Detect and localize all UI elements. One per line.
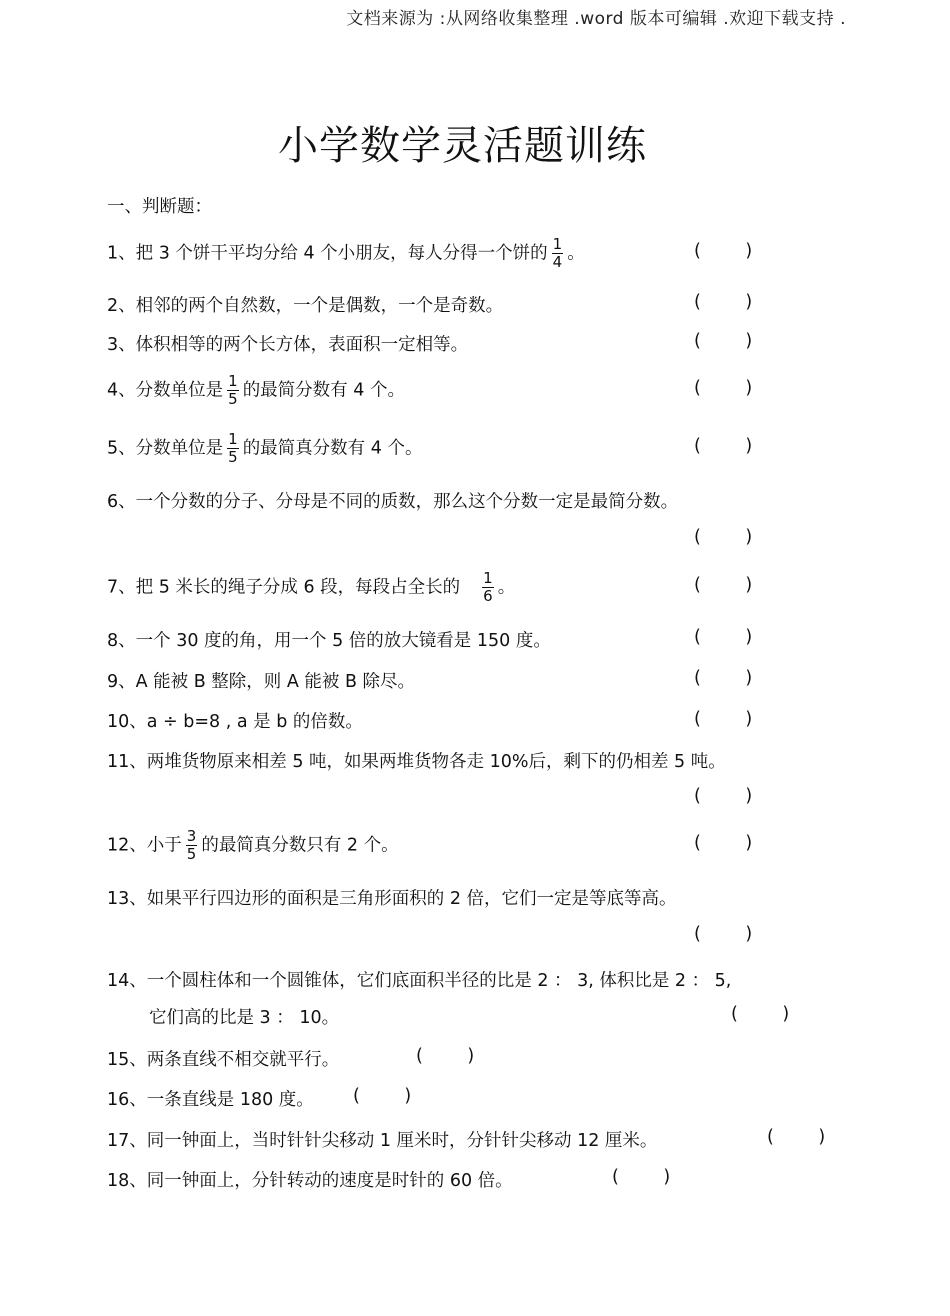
fraction — [482, 570, 494, 605]
fraction-denominator: 6 — [483, 587, 493, 605]
question-14-line-2: 它们高的比是 3 ： 10。 — [149, 1008, 340, 1028]
question-1 — [107, 236, 585, 271]
question-16: 16、一条直线是 180 度。 — [107, 1090, 314, 1110]
question-12 — [107, 828, 399, 863]
question-14: 14、一个圆柱体和一个圆锥体，它们底面积半径的比是 2 ： 3, 体积比是 2 ： 5, — [107, 971, 732, 991]
answer-blank-15[interactable]: ( ) — [416, 1046, 475, 1066]
fraction-denominator: 5 — [228, 448, 238, 466]
question-13: 13、如果平行四边形的面积是三角形面积的 2 倍，它们一定是等底等高。 — [107, 889, 677, 909]
question-4 — [107, 373, 405, 408]
answer-blank-12[interactable]: ( ) — [694, 833, 753, 853]
fraction-numerator: 1 — [483, 569, 493, 587]
page-header: 文档来源为 :从网络收集整理 .word 版本可编辑 .欢迎下载支持 . — [346, 9, 846, 29]
question-11: 11、两堆货物原来相差 5 吨，如果两堆货物各走 10%后，剩下的仍相差 5 吨。 — [107, 752, 726, 772]
question-15: 15、两条直线不相交就平行。 — [107, 1050, 340, 1070]
question-9: 9、A 能被 B 整除，则 A 能被 B 除尽。 — [107, 672, 416, 692]
question-18: 18、同一钟面上，分针转动的速度是时针的 60 倍。 — [107, 1171, 513, 1191]
answer-blank-2[interactable]: ( ) — [694, 292, 753, 312]
question-17: 17、同一钟面上，当时针针尖移动 1 厘米时，分针针尖移动 12 厘米。 — [107, 1131, 658, 1151]
fraction-numerator: 1 — [552, 235, 563, 253]
section-heading: 一、判断题： — [107, 197, 212, 217]
question-text-end: 的最简分数有 4 个。 — [242, 380, 405, 401]
question-text: 4、分数单位是 — [107, 380, 224, 401]
answer-blank-17[interactable]: ( ) — [767, 1127, 826, 1147]
fraction-numerator: 1 — [228, 430, 238, 448]
fraction — [227, 373, 239, 408]
question-text: 1、把 3 个饼干平均分给 4 个小朋友，每人分得一个饼的 — [107, 243, 548, 264]
fraction — [186, 828, 198, 863]
question-text-end: 的最简真分数有 4 个。 — [242, 438, 423, 459]
answer-blank-6[interactable]: ( ) — [694, 527, 753, 547]
question-7 — [107, 570, 515, 605]
question-5 — [107, 431, 422, 466]
fraction-numerator: 1 — [228, 372, 238, 390]
question-text-end: 。 — [497, 577, 516, 598]
question-text: 5、分数单位是 — [107, 438, 224, 459]
question-8: 8、一个 30 度的角，用一个 5 倍的放大镜看是 150 度。 — [107, 631, 551, 651]
page-title: 小学数学灵活题训练 — [278, 123, 647, 169]
fraction-denominator: 5 — [228, 390, 238, 408]
answer-blank-5[interactable]: ( ) — [694, 436, 753, 456]
fraction — [227, 431, 239, 466]
fraction-numerator: 3 — [186, 827, 197, 845]
question-3: 3、体积相等的两个长方体，表面积一定相等。 — [107, 335, 469, 355]
question-text: 7、把 5 米长的绳子分成 6 段，每段占全长的 — [107, 577, 461, 598]
answer-blank-11[interactable]: ( ) — [694, 786, 753, 806]
fraction — [552, 236, 564, 271]
question-text-end: 。 — [567, 243, 585, 264]
answer-blank-9[interactable]: ( ) — [694, 668, 753, 688]
question-text-end: 的最简真分数只有 2 个。 — [201, 835, 399, 856]
answer-blank-10[interactable]: ( ) — [694, 709, 753, 729]
answer-blank-8[interactable]: ( ) — [694, 627, 753, 647]
answer-blank-13[interactable]: ( ) — [694, 924, 753, 944]
answer-blank-4[interactable]: ( ) — [694, 378, 753, 398]
answer-blank-14[interactable]: ( ) — [731, 1004, 790, 1024]
question-2: 2、相邻的两个自然数，一个是偶数，一个是奇数。 — [107, 296, 504, 316]
fraction-denominator: 5 — [186, 845, 197, 863]
answer-blank-3[interactable]: ( ) — [694, 331, 753, 351]
answer-blank-7[interactable]: ( ) — [694, 575, 753, 595]
question-text: 12、小于 — [107, 835, 182, 856]
answer-blank-18[interactable]: ( ) — [612, 1167, 671, 1187]
fraction-denominator: 4 — [552, 253, 563, 271]
answer-blank-16[interactable]: ( ) — [353, 1086, 412, 1106]
answer-blank-1[interactable]: ( ) — [694, 241, 753, 261]
question-10: 10、a ÷ b=8 , a 是 b 的倍数。 — [107, 712, 363, 732]
question-6: 6、一个分数的分子、分母是不同的质数，那么这个分数一定是最简分数。 — [107, 492, 679, 512]
